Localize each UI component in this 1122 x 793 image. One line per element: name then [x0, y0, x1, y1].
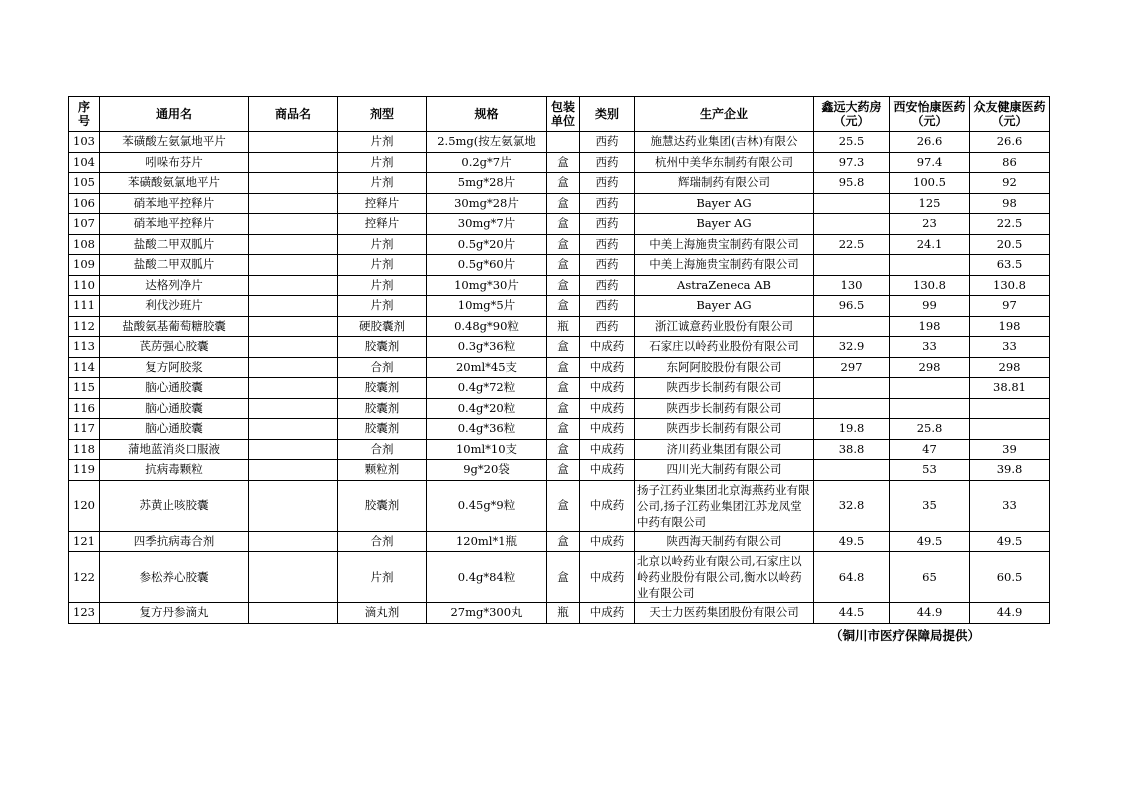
- brand-name: [249, 316, 338, 337]
- spec: 30mg*28片: [427, 193, 547, 214]
- manufacturer: 济川药业集团有限公司: [635, 439, 814, 460]
- category: 西药: [580, 132, 635, 153]
- package-unit: 盒: [547, 234, 580, 255]
- brand-name: [249, 552, 338, 603]
- package-unit: 盒: [547, 193, 580, 214]
- spec: 0.48g*90粒: [427, 316, 547, 337]
- price-yikang: 298: [890, 357, 970, 378]
- price-yikang: 99: [890, 296, 970, 317]
- generic-name: 硝苯地平控释片: [100, 214, 249, 235]
- price-xinyuan: 25.5: [814, 132, 890, 153]
- price-yikang: 47: [890, 439, 970, 460]
- spec: 0.2g*7片: [427, 152, 547, 173]
- manufacturer: 石家庄以岭药业股份有限公司: [635, 337, 814, 358]
- manufacturer: AstraZeneca AB: [635, 275, 814, 296]
- brand-name: [249, 337, 338, 358]
- col-header-unit: 包装单位: [547, 97, 580, 132]
- manufacturer: 北京以岭药业有限公司,石家庄以岭药业股份有限公司,衡水以岭药业有限公司: [635, 552, 814, 603]
- generic-name: 脑心通胶囊: [100, 378, 249, 399]
- price-xinyuan: [814, 316, 890, 337]
- spec: 0.5g*60片: [427, 255, 547, 276]
- dosage-form: 片剂: [338, 255, 427, 276]
- category: 中成药: [580, 531, 635, 552]
- col-header-no: 序号: [69, 97, 100, 132]
- price-yikang: 44.9: [890, 603, 970, 624]
- generic-name: 四季抗病毒合剂: [100, 531, 249, 552]
- dosage-form: 控释片: [338, 193, 427, 214]
- price-yikang: [890, 378, 970, 399]
- row-no: 108: [69, 234, 100, 255]
- table-row: [69, 132, 1050, 153]
- category: 西药: [580, 316, 635, 337]
- package-unit: 盒: [547, 480, 580, 531]
- col-header-form: 剂型: [338, 97, 427, 132]
- spec: 27mg*300丸: [427, 603, 547, 624]
- category: 中成药: [580, 398, 635, 419]
- manufacturer: 陕西步长制药有限公司: [635, 398, 814, 419]
- category: 中成药: [580, 357, 635, 378]
- price-zhongyou: 39: [970, 439, 1050, 460]
- price-zhongyou: 86: [970, 152, 1050, 173]
- row-no: 123: [69, 603, 100, 624]
- category: 西药: [580, 234, 635, 255]
- spec: 10mg*5片: [427, 296, 547, 317]
- price-yikang: 53: [890, 460, 970, 481]
- package-unit: 盒: [547, 419, 580, 440]
- package-unit: 盒: [547, 337, 580, 358]
- table-row: [69, 460, 1050, 481]
- dosage-form: 片剂: [338, 132, 427, 153]
- category: 中成药: [580, 460, 635, 481]
- table-row: [69, 378, 1050, 399]
- table-row: [69, 357, 1050, 378]
- table-row: [69, 419, 1050, 440]
- manufacturer: 陕西步长制药有限公司: [635, 419, 814, 440]
- price-yikang: 125: [890, 193, 970, 214]
- package-unit: 盒: [547, 552, 580, 603]
- generic-name: 苯磺酸左氨氯地平片: [100, 132, 249, 153]
- table-row: [69, 603, 1050, 624]
- brand-name: [249, 398, 338, 419]
- generic-name: 参松养心胶囊: [100, 552, 249, 603]
- row-no: 110: [69, 275, 100, 296]
- row-no: 105: [69, 173, 100, 194]
- row-no: 120: [69, 480, 100, 531]
- price-yikang: 23: [890, 214, 970, 235]
- brand-name: [249, 419, 338, 440]
- price-xinyuan: 19.8: [814, 419, 890, 440]
- package-unit: 盒: [547, 214, 580, 235]
- price-zhongyou: [970, 419, 1050, 440]
- package-unit: 盒: [547, 255, 580, 276]
- generic-name: 脑心通胶囊: [100, 419, 249, 440]
- price-zhongyou: 33: [970, 337, 1050, 358]
- dosage-form: 滴丸剂: [338, 603, 427, 624]
- manufacturer: 天士力医药集团股份有限公司: [635, 603, 814, 624]
- category: 西药: [580, 275, 635, 296]
- price-xinyuan: [814, 255, 890, 276]
- brand-name: [249, 214, 338, 235]
- brand-name: [249, 357, 338, 378]
- spec: 0.4g*20粒: [427, 398, 547, 419]
- generic-name: 苯磺酸氨氯地平片: [100, 173, 249, 194]
- brand-name: [249, 234, 338, 255]
- price-zhongyou: [970, 398, 1050, 419]
- row-no: 116: [69, 398, 100, 419]
- generic-name: 蒲地蓝消炎口服液: [100, 439, 249, 460]
- dosage-form: 胶囊剂: [338, 480, 427, 531]
- manufacturer: Bayer AG: [635, 193, 814, 214]
- brand-name: [249, 531, 338, 552]
- spec: 0.4g*72粒: [427, 378, 547, 399]
- brand-name: [249, 603, 338, 624]
- spec: 0.3g*36粒: [427, 337, 547, 358]
- dosage-form: 合剂: [338, 439, 427, 460]
- category: 西药: [580, 296, 635, 317]
- brand-name: [249, 296, 338, 317]
- price-zhongyou: 22.5: [970, 214, 1050, 235]
- header-row: [69, 97, 1050, 132]
- package-unit: 瓶: [547, 603, 580, 624]
- dosage-form: 合剂: [338, 357, 427, 378]
- table-row: [69, 173, 1050, 194]
- manufacturer: 四川光大制药有限公司: [635, 460, 814, 481]
- price-xinyuan: [814, 193, 890, 214]
- brand-name: [249, 173, 338, 194]
- generic-name: 脑心通胶囊: [100, 398, 249, 419]
- spec: 30mg*7片: [427, 214, 547, 235]
- brand-name: [249, 480, 338, 531]
- dosage-form: 控释片: [338, 214, 427, 235]
- row-no: 111: [69, 296, 100, 317]
- category: 中成药: [580, 603, 635, 624]
- dosage-form: 胶囊剂: [338, 398, 427, 419]
- package-unit: 盒: [547, 173, 580, 194]
- table-row: [69, 193, 1050, 214]
- col-header-price-xinyuan: 鑫远大药房（元）: [814, 97, 890, 132]
- generic-name: 盐酸二甲双胍片: [100, 234, 249, 255]
- table-row: [69, 296, 1050, 317]
- spec: 10ml*10支: [427, 439, 547, 460]
- price-xinyuan: 49.5: [814, 531, 890, 552]
- dosage-form: 胶囊剂: [338, 337, 427, 358]
- spec: 0.5g*20片: [427, 234, 547, 255]
- generic-name: 达格列净片: [100, 275, 249, 296]
- brand-name: [249, 275, 338, 296]
- dosage-form: 片剂: [338, 552, 427, 603]
- price-xinyuan: 44.5: [814, 603, 890, 624]
- manufacturer: Bayer AG: [635, 296, 814, 317]
- row-no: 114: [69, 357, 100, 378]
- generic-name: 芪苈强心胶囊: [100, 337, 249, 358]
- price-yikang: 49.5: [890, 531, 970, 552]
- generic-name: 盐酸二甲双胍片: [100, 255, 249, 276]
- price-zhongyou: 26.6: [970, 132, 1050, 153]
- source-note: （铜川市医疗保障局提供）: [830, 628, 981, 643]
- package-unit: 盒: [547, 152, 580, 173]
- package-unit: 盒: [547, 378, 580, 399]
- col-header-maker: 生产企业: [635, 97, 814, 132]
- package-unit: 盒: [547, 398, 580, 419]
- category: 西药: [580, 214, 635, 235]
- price-xinyuan: 32.8: [814, 480, 890, 531]
- spec: 0.4g*84粒: [427, 552, 547, 603]
- spec: 0.4g*36粒: [427, 419, 547, 440]
- price-xinyuan: 32.9: [814, 337, 890, 358]
- price-zhongyou: 130.8: [970, 275, 1050, 296]
- price-xinyuan: 130: [814, 275, 890, 296]
- price-xinyuan: 297: [814, 357, 890, 378]
- price-yikang: 25.8: [890, 419, 970, 440]
- brand-name: [249, 378, 338, 399]
- category: 西药: [580, 193, 635, 214]
- row-no: 119: [69, 460, 100, 481]
- row-no: 115: [69, 378, 100, 399]
- col-header-spec: 规格: [427, 97, 547, 132]
- brand-name: [249, 193, 338, 214]
- dosage-form: 片剂: [338, 173, 427, 194]
- package-unit: 盒: [547, 275, 580, 296]
- package-unit: 盒: [547, 460, 580, 481]
- generic-name: 复方阿胶浆: [100, 357, 249, 378]
- col-header-category: 类别: [580, 97, 635, 132]
- price-yikang: 35: [890, 480, 970, 531]
- table-row: [69, 531, 1050, 552]
- category: 中成药: [580, 337, 635, 358]
- col-header-price-zhongyou: 众友健康医药（元）: [970, 97, 1050, 132]
- price-zhongyou: 20.5: [970, 234, 1050, 255]
- price-xinyuan: [814, 398, 890, 419]
- category: 西药: [580, 152, 635, 173]
- generic-name: 盐酸氨基葡萄糖胶囊: [100, 316, 249, 337]
- price-xinyuan: 95.8: [814, 173, 890, 194]
- generic-name: 抗病毒颗粒: [100, 460, 249, 481]
- table-row: [69, 316, 1050, 337]
- manufacturer: 东阿阿胶股份有限公司: [635, 357, 814, 378]
- price-xinyuan: [814, 460, 890, 481]
- price-yikang: 130.8: [890, 275, 970, 296]
- spec: 20ml*45支: [427, 357, 547, 378]
- row-no: 107: [69, 214, 100, 235]
- manufacturer: 陕西海天制药有限公司: [635, 531, 814, 552]
- table-row: [69, 234, 1050, 255]
- manufacturer: 浙江诚意药业股份有限公司: [635, 316, 814, 337]
- row-no: 113: [69, 337, 100, 358]
- price-xinyuan: [814, 378, 890, 399]
- brand-name: [249, 460, 338, 481]
- price-yikang: [890, 398, 970, 419]
- generic-name: 吲哚布芬片: [100, 152, 249, 173]
- price-yikang: 97.4: [890, 152, 970, 173]
- manufacturer: 施慧达药业集团(吉林)有限公: [635, 132, 814, 153]
- price-zhongyou: 33: [970, 480, 1050, 531]
- category: 中成药: [580, 439, 635, 460]
- manufacturer: 陕西步长制药有限公司: [635, 378, 814, 399]
- price-yikang: 65: [890, 552, 970, 603]
- price-zhongyou: 198: [970, 316, 1050, 337]
- col-header-brand: 商品名: [249, 97, 338, 132]
- category: 中成药: [580, 480, 635, 531]
- price-yikang: 26.6: [890, 132, 970, 153]
- table-row: [69, 255, 1050, 276]
- manufacturer: 杭州中美华东制药有限公司: [635, 152, 814, 173]
- price-zhongyou: 63.5: [970, 255, 1050, 276]
- row-no: 104: [69, 152, 100, 173]
- category: 西药: [580, 173, 635, 194]
- generic-name: 利伐沙班片: [100, 296, 249, 317]
- dosage-form: 胶囊剂: [338, 419, 427, 440]
- row-no: 117: [69, 419, 100, 440]
- manufacturer: Bayer AG: [635, 214, 814, 235]
- dosage-form: 胶囊剂: [338, 378, 427, 399]
- row-no: 121: [69, 531, 100, 552]
- price-yikang: 100.5: [890, 173, 970, 194]
- col-header-price-yikang: 西安怡康医药（元）: [890, 97, 970, 132]
- spec: 0.45g*9粒: [427, 480, 547, 531]
- price-yikang: [890, 255, 970, 276]
- category: 中成药: [580, 378, 635, 399]
- table-row: [69, 398, 1050, 419]
- price-zhongyou: 44.9: [970, 603, 1050, 624]
- row-no: 112: [69, 316, 100, 337]
- row-no: 109: [69, 255, 100, 276]
- row-no: 122: [69, 552, 100, 603]
- price-zhongyou: 92: [970, 173, 1050, 194]
- price-xinyuan: 97.3: [814, 152, 890, 173]
- price-zhongyou: 60.5: [970, 552, 1050, 603]
- table-row: [69, 214, 1050, 235]
- generic-name: 苏黄止咳胶囊: [100, 480, 249, 531]
- price-xinyuan: 38.8: [814, 439, 890, 460]
- dosage-form: 片剂: [338, 234, 427, 255]
- manufacturer: 扬子江药业集团北京海燕药业有限公司,扬子江药业集团江苏龙凤堂中药有限公司: [635, 480, 814, 531]
- spec: 9g*20袋: [427, 460, 547, 481]
- brand-name: [249, 152, 338, 173]
- price-zhongyou: 98: [970, 193, 1050, 214]
- dosage-form: 片剂: [338, 275, 427, 296]
- category: 中成药: [580, 419, 635, 440]
- spec: 5mg*28片: [427, 173, 547, 194]
- dosage-form: 合剂: [338, 531, 427, 552]
- price-zhongyou: 39.8: [970, 460, 1050, 481]
- brand-name: [249, 255, 338, 276]
- package-unit: [547, 132, 580, 153]
- package-unit: 盒: [547, 439, 580, 460]
- table-row: [69, 275, 1050, 296]
- price-yikang: 198: [890, 316, 970, 337]
- spec: 10mg*30片: [427, 275, 547, 296]
- price-xinyuan: 96.5: [814, 296, 890, 317]
- dosage-form: 颗粒剂: [338, 460, 427, 481]
- table-row: [69, 337, 1050, 358]
- dosage-form: 片剂: [338, 152, 427, 173]
- package-unit: 盒: [547, 296, 580, 317]
- table-row: [69, 480, 1050, 531]
- price-table: [68, 96, 1050, 624]
- col-header-generic: 通用名: [100, 97, 249, 132]
- dosage-form: 片剂: [338, 296, 427, 317]
- brand-name: [249, 439, 338, 460]
- brand-name: [249, 132, 338, 153]
- table-row: [69, 439, 1050, 460]
- price-zhongyou: 38.81: [970, 378, 1050, 399]
- price-yikang: 24.1: [890, 234, 970, 255]
- price-zhongyou: 49.5: [970, 531, 1050, 552]
- package-unit: 盒: [547, 357, 580, 378]
- generic-name: 硝苯地平控释片: [100, 193, 249, 214]
- generic-name: 复方丹参滴丸: [100, 603, 249, 624]
- price-xinyuan: 22.5: [814, 234, 890, 255]
- category: 西药: [580, 255, 635, 276]
- dosage-form: 硬胶囊剂: [338, 316, 427, 337]
- price-zhongyou: 97: [970, 296, 1050, 317]
- manufacturer: 中美上海施贵宝制药有限公司: [635, 234, 814, 255]
- row-no: 118: [69, 439, 100, 460]
- row-no: 106: [69, 193, 100, 214]
- table-row: [69, 152, 1050, 173]
- price-yikang: 33: [890, 337, 970, 358]
- price-xinyuan: [814, 214, 890, 235]
- package-unit: 盒: [547, 531, 580, 552]
- row-no: 103: [69, 132, 100, 153]
- price-zhongyou: 298: [970, 357, 1050, 378]
- manufacturer: 中美上海施贵宝制药有限公司: [635, 255, 814, 276]
- spec: 2.5mg(按左氨氯地: [427, 132, 547, 153]
- package-unit: 瓶: [547, 316, 580, 337]
- category: 中成药: [580, 552, 635, 603]
- price-xinyuan: 64.8: [814, 552, 890, 603]
- table-row: [69, 552, 1050, 603]
- spec: 120ml*1瓶: [427, 531, 547, 552]
- manufacturer: 辉瑞制药有限公司: [635, 173, 814, 194]
